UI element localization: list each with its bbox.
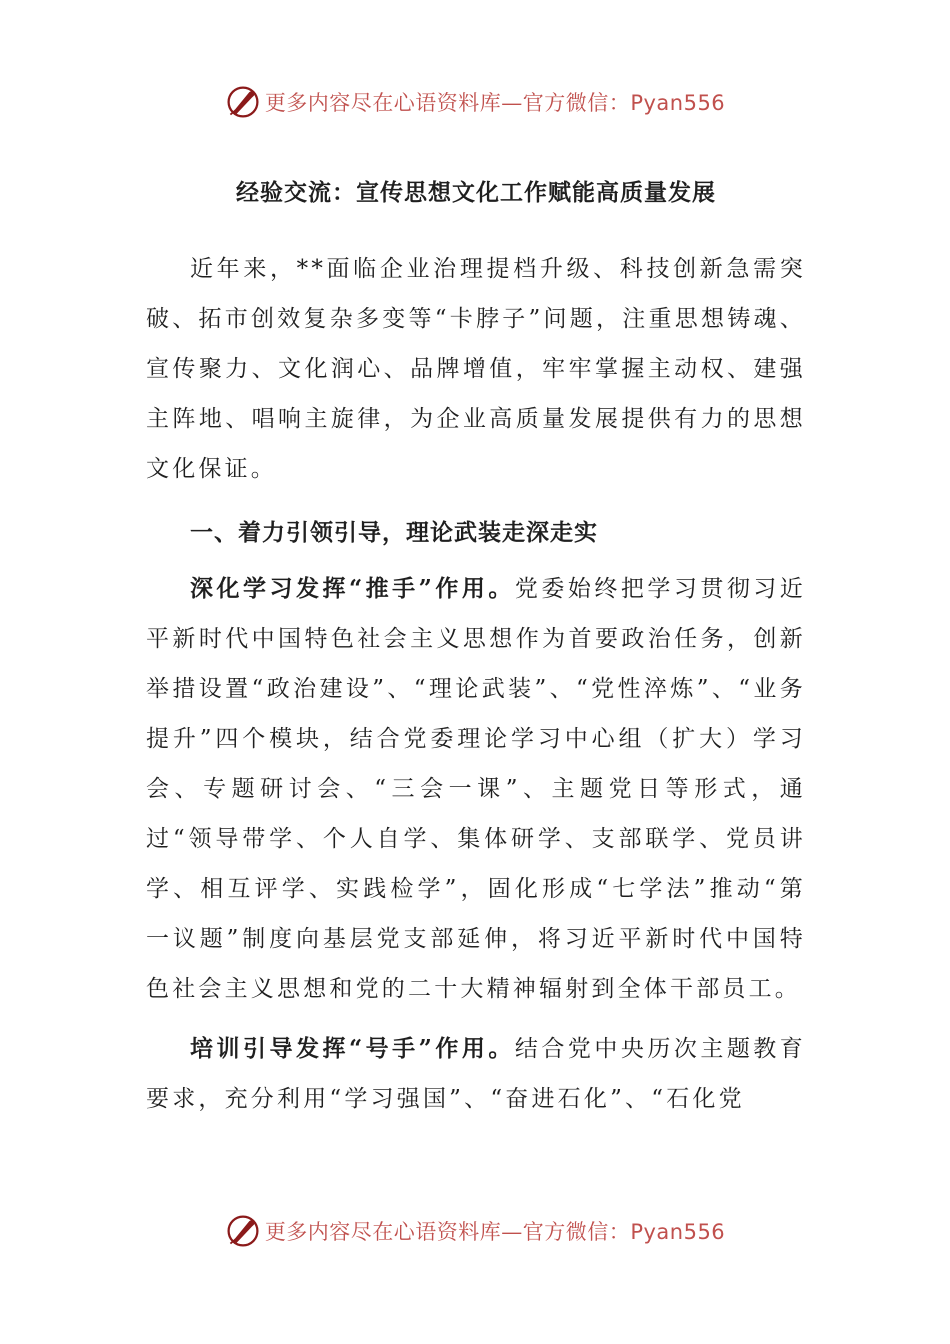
document-title: 经验交流：宣传思想文化工作赋能高质量发展 [236,179,716,206]
wechat-id: Pyan556 [630,1220,726,1244]
banner-text [265,1216,725,1246]
paragraph-1-body: 党委始终把学习贯彻习近平新时代中国特色社会主义思想作为首要政治任务，创新举措设置“政治建设”、“理论武装”、“党性淬炼”、“业务提升”四个模块，结合党委理论学习中心组（扩大）学习会、专题研讨会、“三会一课”、主题党日等形式，通过“领导带学、个人自学、集体研学、支部联学、党员讲学、相互评学、实践检学”，固化形成“七学法”推动“第一议题”制度向基层党支部延伸，将习近平新时代中国特色社会主义思想和党的二十大精神辐射到全体干部员工。 [146,576,807,1002]
paragraph-1 [146,564,806,1014]
quill-pen-logo-icon [225,84,261,120]
intro-paragraph: 近年来，**面临企业治理提档升级、科技创新急需突破、拓市创效复杂多变等“卡脖子”问题，注重思想铸魂、宣传聚力、文化润心、品牌增值，牢牢掌握主动权、建强主阵地、唱响主旋律，为企业高质量发展提供有力的思想文化保证。 [146,256,806,482]
paragraph-1-lead: 深化学习发挥“推手”作用。 [190,575,515,602]
document-body [146,168,806,1124]
paragraph-2-body: 结合党中央历次主题教育要求，充分利用“学习强国”、“奋进石化”、“石化党 [146,1036,807,1112]
footer-banner [0,1211,950,1251]
banner-text [265,87,725,117]
banner-slogan: 更多内容尽在心语资料库—官方微信： [264,1220,631,1244]
header-banner [0,82,950,122]
wechat-id: Pyan556 [630,91,726,115]
quill-pen-logo-icon [225,1213,261,1249]
paragraph-2 [146,1024,806,1124]
banner-slogan: 更多内容尽在心语资料库—官方微信： [264,91,631,115]
paragraph-2-lead: 培训引导发挥“号手”作用。 [190,1035,515,1062]
section-heading: 一、着力引领引导，理论武装走深走实 [190,519,598,546]
